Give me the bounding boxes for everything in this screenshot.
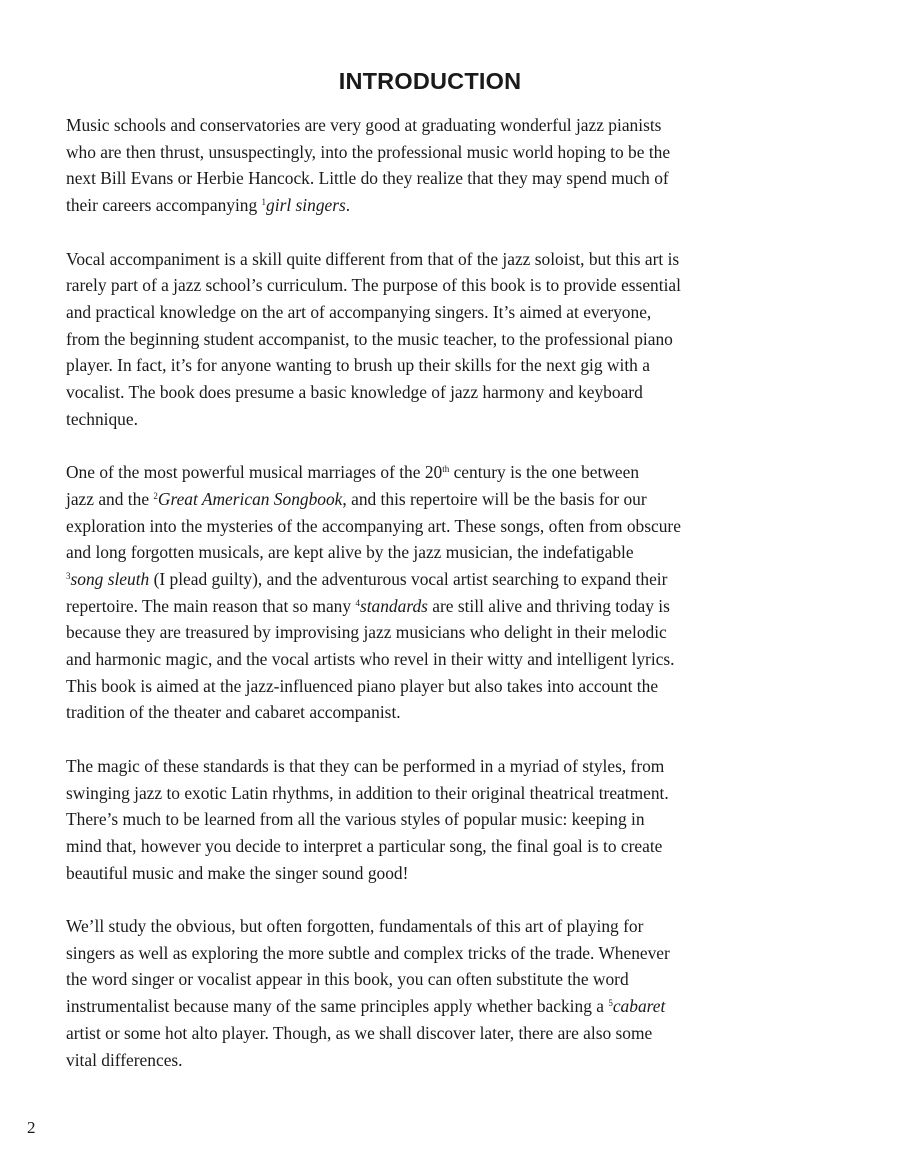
line-text: Vocal accompaniment is a skill quite different from that of the jazz soloist, but this art is [66,248,680,269]
text-line [66,1020,806,1047]
paragraph [66,246,806,433]
text-line [66,993,806,1020]
italic-term: song sleuth [70,568,150,589]
text-line [66,299,806,326]
line-text: Music schools and conservatories are very good at graduating wonderful jazz pianists [66,115,662,135]
line-text: and harmonic magic, and the vocal artists who revel in their witty and intelligent lyrics. [66,649,675,670]
text-line [66,780,806,807]
footnote-marker: 1 [261,197,267,208]
text-line [66,165,806,192]
line-text: because they are treasured by improvising jazz musicians who delight in their melodic [66,622,667,643]
line-text: swinging jazz to exotic Latin rhythms, in addition to their original theatrical treatment. [66,782,669,803]
line-text: are still alive and thriving today is [427,595,670,616]
line-text: jazz and the [66,488,154,509]
text-line [66,539,806,566]
line-text: the word singer or vocalist appear in this book, you can often substitute the word [66,969,629,990]
text-line [66,673,806,700]
italic-term: Great American Songbook [157,488,343,509]
text-line [66,326,806,353]
line-text: repertoire. The main reason that so many [66,595,356,616]
italic-term: standards [359,595,428,616]
line-text: next Bill Evans or Herbie Hancock. Little do they realize that they may spend much of [66,168,669,189]
paragraph [66,459,806,726]
line-text: This book is aimed at the jazz-influenced piano player but also takes into account the [66,675,659,696]
line-text: from the beginning student accompanist, to the music teacher, to the professional piano [66,328,673,349]
footnote-marker: 5 [608,998,613,1009]
line-text: , and this repertoire will be the basis for our [342,488,647,509]
line-text: mind that, however you decide to interpret a particular song, the final goal is to create [66,835,663,856]
line-text: . [345,195,351,216]
line-text: century is the one between [449,462,640,483]
line-text: artist or some hot alto player. Though, as we shall discover later, there are also some [66,1022,653,1043]
footnote-marker: 4 [355,597,360,608]
text-line [66,699,806,726]
text-line [66,860,806,887]
text-line [66,406,806,433]
text-line [66,1047,806,1074]
line-text: There’s much to be learned from all the various styles of popular music: keeping in [66,809,645,830]
ordinal-superscript: th [442,464,450,475]
text-line [66,272,806,299]
text-line [66,966,806,993]
line-text: who are then thrust, unsuspectingly, into the professional music world hoping to be the [66,141,671,162]
text-line [66,112,806,139]
body-text [66,112,806,1100]
line-text: and long forgotten musicals, are kept alive by the jazz musician, the indefatigable [66,542,634,563]
text-line [66,913,806,940]
text-line [66,486,806,513]
text-line [66,566,806,593]
line-text: One of the most powerful musical marriages of the 20 [66,462,443,483]
footnote-marker: 2 [153,490,158,501]
text-line [66,379,806,406]
line-text: We’ll study the obvious, but often forgotten, fundamentals of this art of playing for [66,916,644,937]
paragraph [66,112,806,219]
line-text: vocalist. The book does presume a basic knowledge of jazz harmony and keyboard [66,382,643,403]
text-line [66,139,806,166]
text-line [66,940,806,967]
text-line [66,806,806,833]
text-line [66,192,806,219]
line-text: beautiful music and make the singer sound good! [66,862,409,883]
text-line [66,646,806,673]
line-text: technique. [66,408,138,429]
footnote-marker: 3 [66,570,71,581]
paragraph [66,913,806,1073]
line-text: tradition of the theater and cabaret accompanist. [66,702,401,723]
text-line [66,246,806,273]
text-line [66,753,806,780]
italic-term: cabaret [612,996,666,1017]
line-text: their careers accompanying [66,195,262,216]
line-text: singers as well as exploring the more subtle and complex tricks of the trade. Whenever [66,942,670,963]
paragraph [66,753,806,887]
line-text: instrumentalist because many of the same principles apply whether backing a [66,996,609,1017]
page-title: INTRODUCTION [338,67,522,94]
page-number: 2 [27,1118,36,1137]
text-line [66,619,806,646]
text-line [66,459,806,486]
line-text: (I plead guilty), and the adventurous vocal artist searching to expand their [149,568,668,589]
line-text: rarely part of a jazz school’s curriculum. The purpose of this book is to provide essential [66,275,681,296]
line-text: vital differences. [66,1049,183,1070]
text-line [66,352,806,379]
line-text: and practical knowledge on the art of accompanying singers. It’s aimed at everyone, [66,301,652,322]
line-text: exploration into the mysteries of the accompanying art. These songs, often from obscure [66,515,681,536]
text-line [66,833,806,860]
text-line [66,513,806,540]
line-text: The magic of these standards is that they can be performed in a myriad of styles, from [66,755,665,776]
text-line [66,593,806,620]
line-text: player. In fact, it’s for anyone wanting to brush up their skills for the next gig with a [66,355,650,376]
italic-term: girl singers [266,195,346,216]
